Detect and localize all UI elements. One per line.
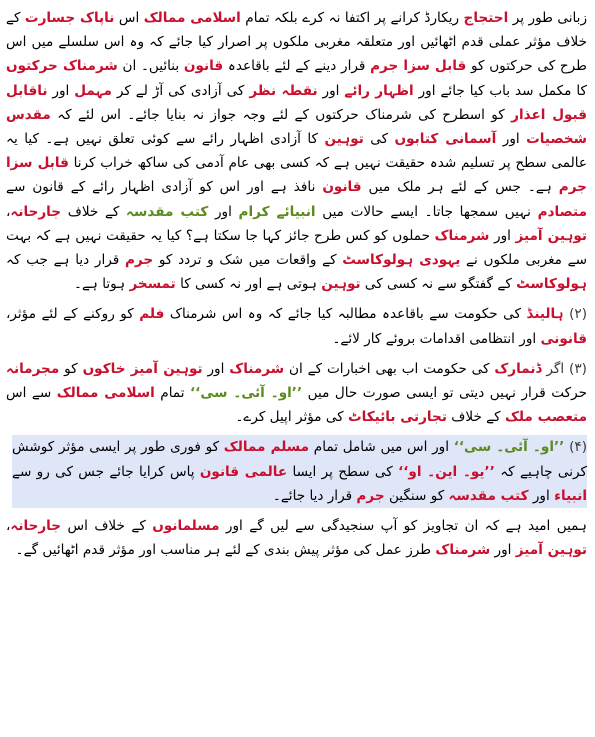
highlighted-term: آسمانی کتابوں xyxy=(394,131,497,148)
text-run: کے خلاف اس xyxy=(61,518,153,535)
text-run: حرکت قرار نہیں دیتی تو ایسی صورت حال میں xyxy=(302,385,587,402)
highlighted-term: جرم xyxy=(124,252,154,269)
point-number: (۴) xyxy=(564,439,587,456)
highlighted-term: توہین آمیز خاکوں xyxy=(82,360,203,377)
highlighted-term: اسلامی ممالک xyxy=(56,385,155,402)
highlighted-term: احتجاج xyxy=(463,10,509,26)
highlighted-term: جارحانہ xyxy=(10,203,62,220)
text-run: قرار دینے کے لئے باقاعدہ xyxy=(223,58,371,75)
text-run: زبانی طور پر xyxy=(508,10,588,26)
text-run: کی حکومت سے باقاعدہ مطالبہ کیا جائے کہ وہ اس شرمناک xyxy=(164,306,527,323)
text-run: طرز عمل کی مؤثر پیش بندی کے لئے ہر مناسب اور مؤثر قدم اٹھائیں گے۔ xyxy=(15,542,436,559)
highlighted-term: قانون xyxy=(183,58,224,75)
text-run: ہمیں امید ہے کہ ان تجاویز کو آپ سنجیدگی سے لیں گے اور xyxy=(219,518,587,535)
highlighted-term: شرمناک حرکتوں xyxy=(6,58,118,75)
text-run: نافذ ہے اور اس کو آزادی اظہار رائے کے قانون سے xyxy=(6,179,323,196)
highlighted-term: مہمل xyxy=(74,82,112,99)
text-run: کو روکنے کے لئے مؤثر، xyxy=(6,306,140,323)
text-run: کے خلاف مؤثر عملی قدم اٹھائیں اور متعلقہ مغربی ملکوں پر اصرار کیا جائے کہ وہ اس سلسلے میں اس طرح کی حرکتوں کو xyxy=(6,10,587,75)
highlighted-term: نقطہ نظر xyxy=(249,82,318,99)
point-number: (۳) اگر xyxy=(541,360,587,377)
paragraph-point-4 xyxy=(12,435,587,508)
highlighted-term: اظہار رائے xyxy=(344,82,414,99)
text-run: کو فوری طور پر ایسی مؤثر کوشش کرنی چاہیے کہ xyxy=(12,439,587,480)
text-run: کی آزادی کی آڑ لے کر xyxy=(111,82,250,99)
highlighted-term: مسلمانوں xyxy=(152,518,220,535)
highlighted-term: انبیاء xyxy=(554,487,587,504)
text-run: کی مؤثر اپیل کرے۔ xyxy=(235,409,348,426)
text-run: کی سطح پر ایسا xyxy=(287,463,399,480)
text-run: اور اس میں شامل تمام xyxy=(309,439,454,456)
highlighted-term: توہین آمیز xyxy=(515,542,587,559)
text-run: اور انتظامی اقدامات بروئے کار لائے۔ xyxy=(332,330,541,347)
text-run: کے واقعات میں شک و تردد کو xyxy=(153,252,343,269)
text-run: اور xyxy=(208,203,239,220)
highlighted-term: جرم xyxy=(356,487,385,504)
text-run: ریکارڈ کرانے پر اکتفا نہ کرے بلکہ تمام xyxy=(240,10,464,26)
text-run: کے خلاف xyxy=(446,409,505,426)
highlighted-term: تمسخر xyxy=(129,276,176,293)
highlighted-term: قابل سزا جرم xyxy=(6,155,587,196)
text-run: قرار دیا جائے۔ xyxy=(272,487,357,504)
highlighted-term: توہین xyxy=(321,276,361,293)
text-run: اور xyxy=(317,82,345,99)
highlighted-term-green: انبیائے کرام xyxy=(238,203,316,220)
highlighted-term: قابل سزا جرم xyxy=(370,58,467,75)
text-run: ، xyxy=(6,518,11,535)
highlighted-term: عالمی قانون xyxy=(199,463,288,480)
highlighted-term: جارحانہ xyxy=(10,518,62,535)
highlighted-term: قانونی xyxy=(540,330,587,347)
text-run: کے گفتگو سے نہ کسی کی xyxy=(360,276,517,293)
highlighted-term: یہودی ہولوکاسٹ xyxy=(342,252,461,269)
paragraph-intro xyxy=(6,6,587,296)
text-run: کو xyxy=(59,360,83,377)
text-run: کی xyxy=(363,131,395,148)
highlighted-term: ناقابل قبول اعذار xyxy=(6,82,587,123)
highlighted-term: قانون xyxy=(322,179,362,196)
highlighted-term: متصادم xyxy=(537,203,587,220)
highlighted-term-green: ’’او۔ آئی۔ سی‘‘ xyxy=(453,439,565,456)
highlighted-term: اسلامی ممالک xyxy=(143,10,241,26)
highlighted-term: شرمناک xyxy=(434,227,490,244)
text-run: کے خلاف xyxy=(61,203,127,220)
text-run: تمام xyxy=(154,385,190,402)
text-run: کو سنگین xyxy=(384,487,449,504)
highlighted-term: تجارتی بائیکاٹ xyxy=(347,409,447,426)
text-run: حملوں کو کس طرح جائز کہا جا سکتا ہے؟ کیا یہ حقیقت نہیں ہے کہ بہت سے مغربی ملکوں نے xyxy=(6,227,587,269)
highlighted-term: ’’یو۔ این۔ او‘‘ xyxy=(398,463,495,480)
highlighted-term: مسلم ممالک xyxy=(223,439,310,456)
text-run: اور xyxy=(528,487,555,504)
highlighted-term-green: کتب مقدسہ xyxy=(126,203,209,220)
text-run: پاس کرایا جائے جس کی رو سے xyxy=(12,463,200,480)
highlighted-term: ناپاک جسارت xyxy=(24,10,115,26)
text-run: اور xyxy=(489,227,516,244)
highlighted-term: مقدس شخصیات xyxy=(6,106,587,148)
highlighted-term: کتب مقدسہ xyxy=(448,487,529,504)
text-run: کو اسطرح کی شرمناک حرکتوں کے لئے وجہ جواز نہ بنایا جائے۔ اس لئے کہ xyxy=(50,106,512,123)
text-run: بنائیں۔ ان xyxy=(117,58,184,75)
text-run: کی حکومت اب بھی اخبارات کے ان xyxy=(284,360,495,377)
highlighted-term: توہین آمیز xyxy=(515,227,587,244)
highlighted-term: شرمناک xyxy=(229,360,285,377)
text-run: ، xyxy=(6,203,11,220)
highlighted-term: شرمناک xyxy=(435,542,491,559)
text-run: کا آزادی اظہار رائے سے کوئی تعلق نہیں ہے۔ کیا یہ عالمی سطح پر تسلیم شدہ حقیقت نہیں ہے کہ کسی بھی عام آدمی کی ساکھ خراب کرنا xyxy=(6,131,587,172)
highlighted-term: فلم xyxy=(139,306,165,323)
text-run: سے اس xyxy=(6,385,57,402)
text-run: کا مکمل سد باب کیا جائے اور xyxy=(413,82,587,99)
highlighted-term: ڈنمارک xyxy=(494,360,542,377)
text-run: ہوتا ہے۔ xyxy=(73,276,130,293)
highlighted-term: متعصب ملک xyxy=(504,409,587,426)
text-run: اور xyxy=(202,360,230,377)
highlighted-term: توہین xyxy=(324,131,364,148)
text-run: نہیں سمجھا جاتا۔ ایسے حالات میں xyxy=(315,203,538,220)
text-run: اس xyxy=(114,10,144,26)
highlighted-term-green: ’’او۔ آئی۔ سی‘‘ xyxy=(190,385,303,402)
highlighted-term: ہالینڈ xyxy=(526,306,564,323)
paragraph-point-2 xyxy=(6,302,587,350)
point-number: (۲) xyxy=(563,306,588,323)
text-run: قرار دیا ہے جب کہ xyxy=(6,252,125,269)
highlighted-term: مجرمانہ xyxy=(6,360,60,377)
text-run: اور xyxy=(496,131,527,148)
paragraph-point-3 xyxy=(6,357,587,430)
text-run: اور xyxy=(47,82,75,99)
highlighted-term: ہولوکاسٹ xyxy=(516,276,587,293)
text-run: ہوتی ہے اور نہ کسی کا xyxy=(175,276,322,293)
text-run: ہے۔ جس کے لئے ہر ملک میں xyxy=(361,179,559,196)
paragraph-closing xyxy=(6,514,587,562)
text-run: اور xyxy=(490,542,516,559)
